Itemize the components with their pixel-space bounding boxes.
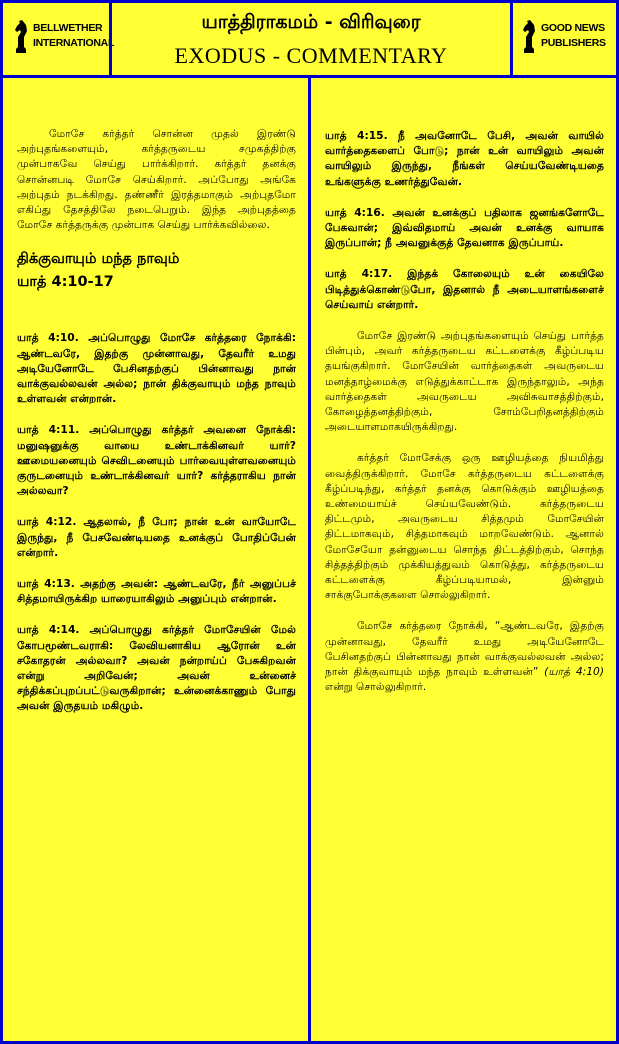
verse-4-14: யாத் 4:14. அப்பொழுது கர்த்தர் மோசேயின் மேல் கோபமூண்டவராகி: லேவியனாகிய ஆரோன் உன் சகோதரன் அல்லவா? அவன் நன்றாய்ப் பேசுகிறவன் என்று அறிவேன்; அவன் உன்னைச் சந்திக்கப்புறப்பட்டுவருகிறான்; உன்னைக்காணும் போது அவன் இருதயம் மகிழும். [17, 623, 296, 713]
intro-paragraph: மோசே கர்த்தர் சொன்ன முதல் இரண்டு அற்புதங்களையும், கர்த்தருடைய சமுகத்திற்கு முன்பாகவே செய்து பார்க்கிறார். கர்த்தர் தனக்கு சொன்னபடி மோசே செய்கிறார். அப்போது அங்கே அற்புதம் நடக்கிறது. தண்ணீர் இரத்தமாகும் அற்புதமோ எகிப்து தேசத்திலே நடைபெறும். இந்த அற்புதத்தை மோசே கர்த்தருக்கு முன்பாக செய்து பார்க்கவில்லை. [17, 127, 296, 232]
para3-end: என்று சொல்லுகிறார். [325, 680, 427, 694]
good-news-logo [521, 17, 606, 55]
left-logo-line1: BELLWETHER [33, 22, 103, 34]
section-reference: யாத் 4:10-17 [17, 274, 114, 291]
left-column [0, 75, 311, 1044]
section-title: திக்குவாயும் மந்த நாவும் [17, 251, 180, 268]
verse-4-10: யாத் 4:10. அப்பொழுது மோசே கர்த்தரை நோக்கி: ஆண்டவரே, இதற்கு முன்னாவது, தேவரீர் உமது அடியேனோடே பேசினதற்குப் பின்னாவது நான் வாக்குவல்லவன் அல்ல; நான் திக்குவாயும் மந்த நாவும் உள்ளவன் என்றான். [17, 331, 296, 406]
right-logo-line2: PUBLISHERS [541, 37, 606, 49]
verse-4-12: யாத் 4:12. ஆதலால், நீ போ; நான் உன் வாயோடே இருந்து, நீ பேசவேண்டியதை உனக்குப் போதிப்பேன் என்றார். [17, 515, 296, 559]
para3-quote: “ஆண்டவரே, இதற்கு முன்னாவது, தேவரீர் உமது அடியேனோடே பேசினதற்குப் பின்னாவது நான் வாக்குவல்லவன் அல்ல; நான் திக்குவாயும் மந்த நாவும் உள்ளவன்” [325, 619, 604, 679]
verse-4-11: யாத் 4:11. அப்பொழுது கர்த்தர் அவனை நோக்கி: மனுஷனுக்கு வாயை உண்டாக்கினவர் யார்? ஊமையனையும் செவிடனையும் பார்வையுள்ளவனையும் குருடனையும் உண்டாக்கினவர் யார்? கர்த்தராகிய நான் அல்லவா? [17, 423, 296, 498]
header-left-logo-box [0, 0, 115, 78]
commentary-paragraph-3 [325, 618, 604, 694]
verse-4-15: யாத் 4:15. நீ அவனோடே பேசி, அவன் வாயில் வார்த்தைகளைப் போடு; நான் உன் வாயிலும் அவன் வாயிலும் இருந்து, நீங்கள் செய்யவேண்டியதை உங்களுக்கு உணர்த்துவேன். [325, 129, 604, 188]
bellwether-logo [13, 17, 114, 55]
left-logo-line2: INTERNATIONAL [33, 37, 115, 49]
right-column [308, 75, 619, 1044]
commentary-paragraph-1: மோசே இரண்டு அற்புதங்களையும் செய்து பார்த்த பின்பும், அவர் கர்த்தருடைய கட்டளைக்கு கீழ்ப்படிய தயங்குகிறார். மோசேயின் வார்த்தைகள் அவருடைய மனத்தாழ்மைக்கு எடுத்துக்காட்டாக இருந்தாலும், அந்த வார்த்தைகள் அவருடைய அவிசுவாசத்திற்கும், கோழைத்தனத்திற்கும், சோம்பேறிதனத்திற்கும் அடையாளமாகயிருக்கிறது. [325, 329, 604, 434]
para3-reference: (யாத் 4:10) [544, 665, 604, 679]
verse-4-17: யாத் 4:17. இந்தக் கோலையும் உன் கையிலே பிடித்துக்கொண்டுபோ, இதனால் நீ அடையாளங்களைச் செய்வாய் என்றார். [325, 267, 604, 311]
commentary-paragraph-2: கர்த்தர் மோசேக்கு ஒரு ஊழியத்தை நியமித்து வைத்திருக்கிறார். மோசே கர்த்தருடைய கட்டளைக்கு கீழ்ப்படிந்து, கர்த்தர் தனக்கு கொடுக்கும் ஊழியத்தை உண்மையாய்ச் செய்யவேண்டும். கர்த்தருடைய திட்டமும், அவருடைய சித்தமும் மோசேயின் திட்டமாகவும், சித்தமாகவும் மாறவேண்டும். ஆனால் மோசேயோ தன்னுடைய சொந்த திட்டத்திற்கும், சொந்த சித்தத்திற்கும் முக்கியத்துவம் கொடுத்து, கர்த்தருடைய கட்டளைக்கு கீழ்ப்படியாமல், இன்னும் சாக்குபோக்குகளை சொல்லுகிறார். [325, 451, 604, 602]
title-english: EXODUS - COMMENTARY [174, 43, 448, 68]
header-right-logo-box [510, 0, 619, 78]
chess-knight-icon [13, 17, 29, 55]
verse-4-13: யாத் 4:13. அதற்கு அவன்: ஆண்டவரே, நீர் அனுப்பச் சித்தமாயிருக்கிற யாரையாகிலும் அனுப்பும் என்றான். [17, 577, 296, 606]
verse-4-16: யாத் 4:16. அவன் உனக்குப் பதிலாக ஜனங்களோடே பேசுவான்; இவ்விதமாய் அவன் உனக்கு வாயாக இருப்பான்; நீ அவனுக்குத் தேவனாக இருப்பாய். [325, 205, 604, 250]
title-tamil: யாத்திராகமம் - விரிவுரை [201, 11, 421, 33]
header-title-box [109, 0, 513, 78]
right-logo-line1: GOOD NEWS [541, 22, 605, 34]
chess-knight-icon [521, 17, 537, 55]
section-heading [17, 248, 296, 294]
para3-intro: மோசே கர்த்தரை நோக்கி, [357, 619, 488, 633]
